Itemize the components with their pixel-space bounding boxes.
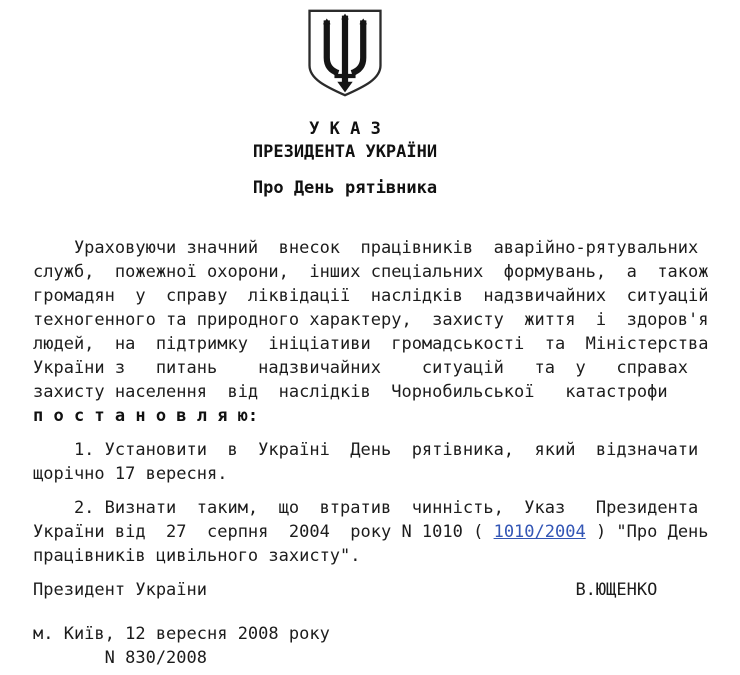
footer-block [33,622,740,670]
decree-issuer-title: ПРЕЗИДЕНТА УКРАЇНИ [252,142,438,162]
item-2-line-suffix: ) "Про День [585,522,709,542]
item-1-line: щорічно 17 вересня. [33,464,228,484]
decree-body [0,236,740,670]
decree-type-title: У К А З [309,119,381,139]
ukraine-trident-emblem-icon [300,6,390,100]
decree-reference-link[interactable]: 1010/2004 [493,522,586,542]
document-header [0,6,690,197]
item-2-line: працівників цивільного захисту". [33,546,361,566]
item-2-line: 2. Визнати таким, що втратив чинність, Указ Президента [33,498,699,518]
item-2-line-prefix: України від 27 серпня 2004 року N 1010 ( [33,522,494,542]
place-date-line: м. Київ, 12 вересня 2008 року [33,624,330,644]
resolution-word-line: п о с т а н о в л я ю: [33,406,259,426]
opening-paragraph-line: України з питань надзвичайних ситуацій та у справах [33,358,689,378]
opening-paragraph-line: Ураховуючи значний внесок працівників аварійно-рятувальних [33,238,699,258]
opening-paragraph-line: людей, на підтримку ініціативи громадськості та Міністерства [33,334,709,354]
item-2-line-with-link [33,520,740,544]
opening-paragraph-line: захисту населення від наслідків Чорнобильської катастрофи [33,382,668,402]
opening-paragraph-line: служб, пожежної охорони, інших спеціальних формувань, а також [33,262,709,282]
opening-paragraph-line: громадян у справу ліквідації наслідків надзвичайних ситуацій [33,286,709,306]
item-2-paragraph [33,496,740,568]
item-1-line: 1. Установити в Україні День рятівника, який відзначати [33,440,699,460]
signature-line: Президент України В.ЮЩЕНКО [33,580,658,600]
item-1-paragraph [33,438,740,486]
opening-paragraph-line: техногенного та природного характеру, захисту життя і здоров'я [33,310,709,330]
signature-block [33,578,740,602]
opening-paragraph [33,236,740,428]
decree-number-line: N 830/2008 [33,648,207,668]
decree-subject-title: Про День рятівника [252,178,438,198]
